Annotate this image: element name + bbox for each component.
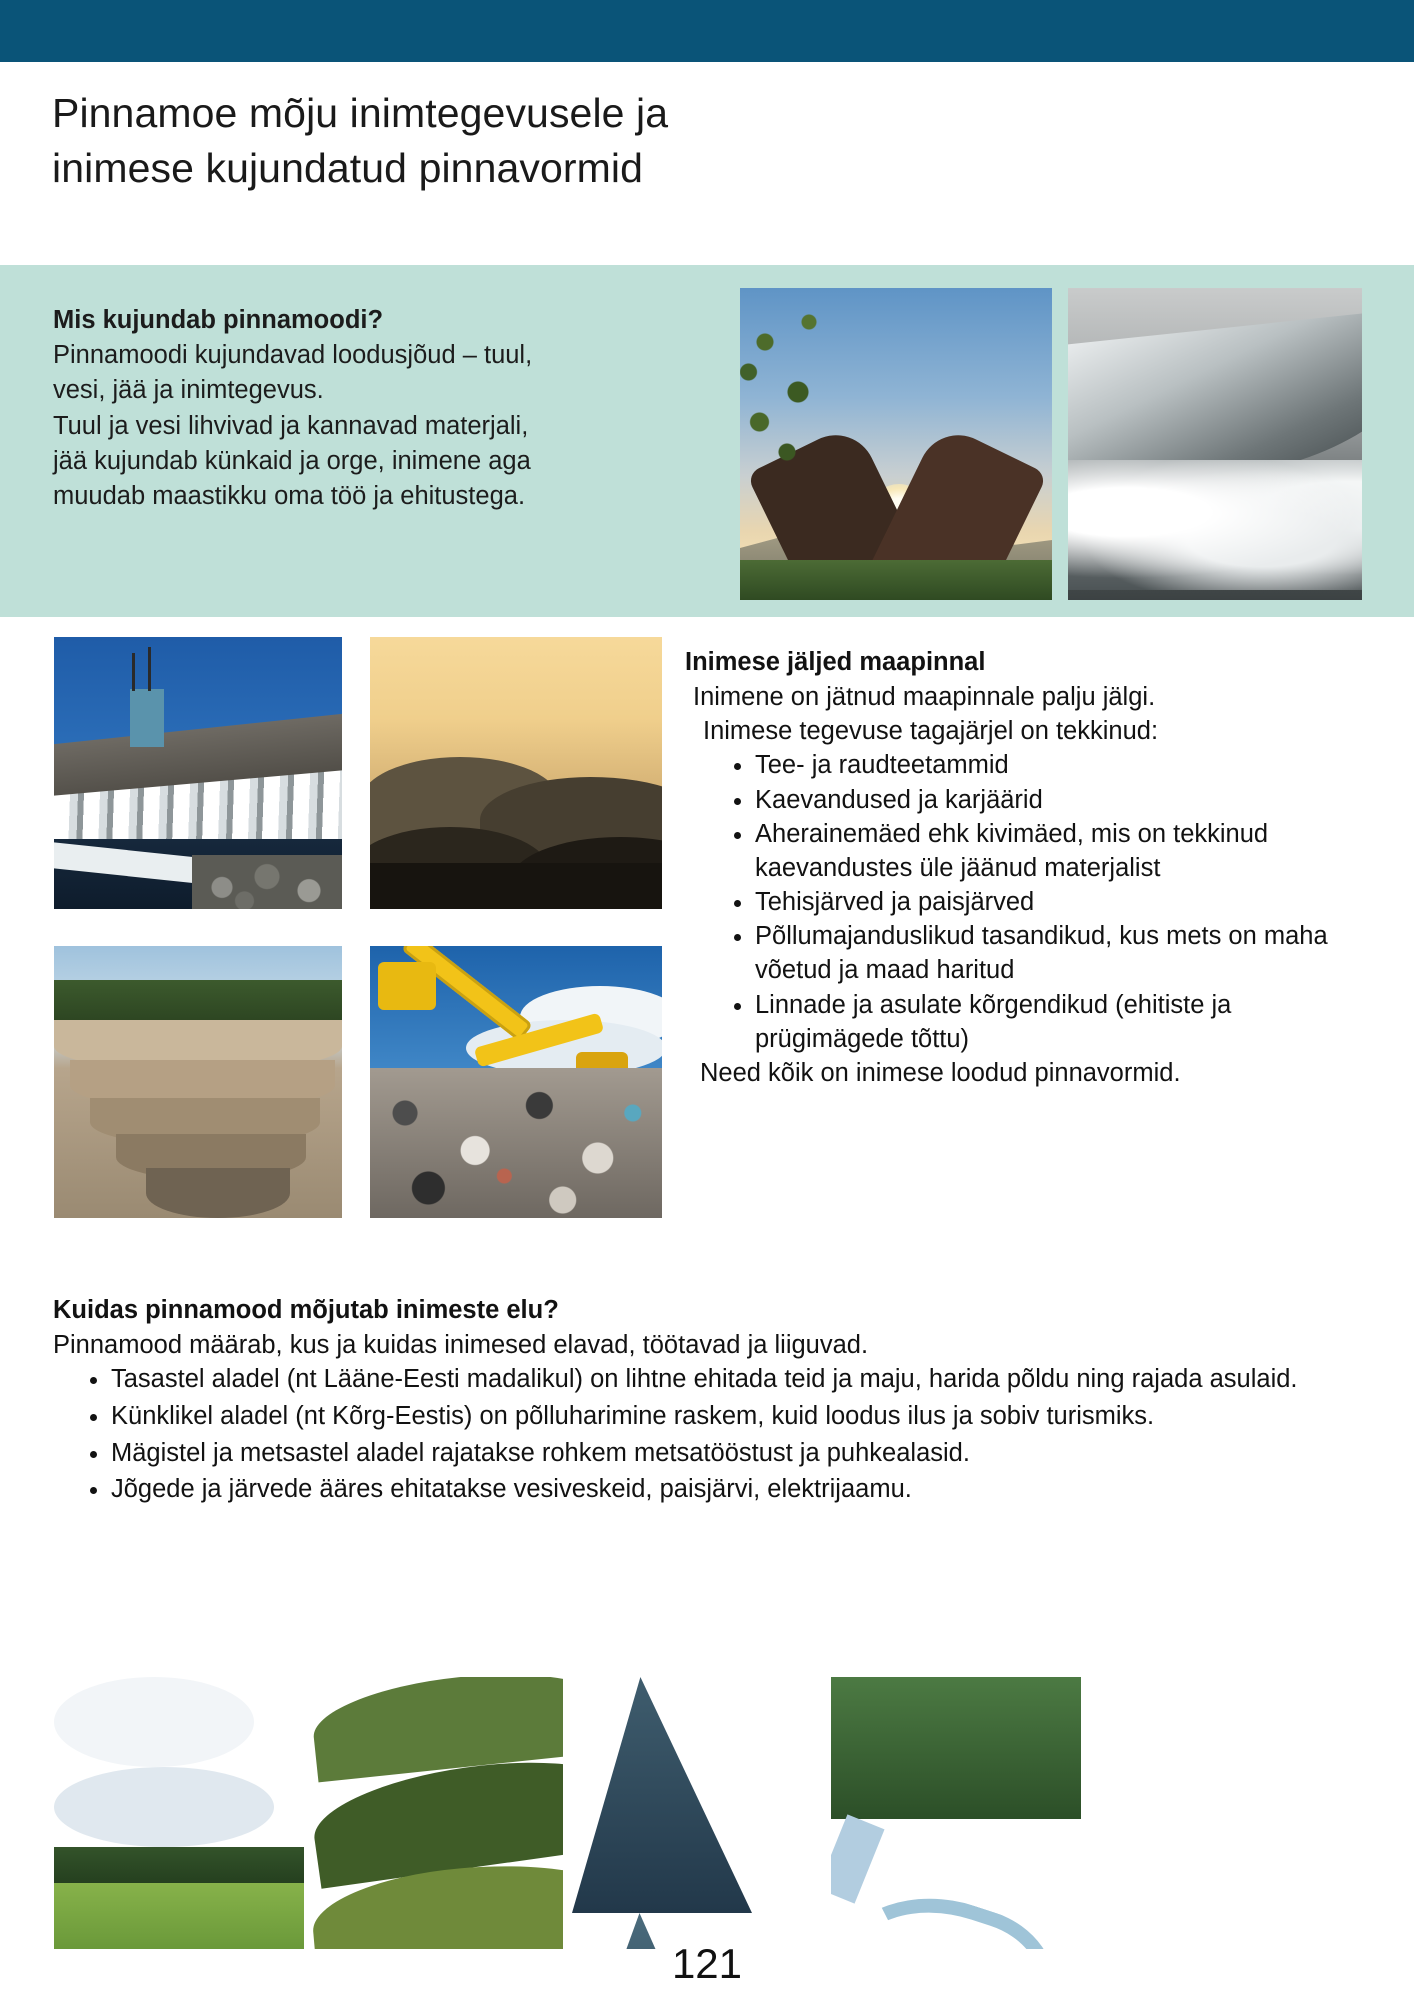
section-1-line-5: muudab maastikku oma töö ja ehitustega.	[53, 481, 526, 510]
excavator-landfill-photo	[370, 946, 662, 1218]
section-1-line-2: vesi, jää ja inimtegevus.	[53, 376, 324, 405]
list-item: • Mägistel ja metsastel aladel rajatakse rohkem metsatööstust ja puhkealasid.	[111, 1436, 1373, 1471]
hydro-dam-photo	[54, 637, 342, 909]
section-2-line-1: Inimene on jätnud maapinnale palju jälgi.	[693, 683, 1156, 712]
section-1-heading: Mis kujundab pinnamoodi?	[53, 306, 384, 334]
list-item: • Tasastel aladel (nt Lääne-Eesti madalikul) on lihtne ehitada teid ja maju, harida põldu ning rajada asulaid.	[111, 1362, 1373, 1397]
list-item: • Künklikel aladel (nt Kõrg-Eestis) on põlluharimine raskem, kuid loodus ilus ja sobiv turismiks.	[111, 1399, 1373, 1434]
page-number: 121	[671, 1940, 743, 1987]
section-2-line-2: Inimese tegevuse tagajärjel on tekkinud:	[703, 717, 1159, 746]
section-2-bullet-list	[685, 748, 1365, 1055]
list-item: • Tehisjärved ja paisjärved	[755, 885, 1365, 919]
ocean-wave-photo	[1068, 288, 1362, 600]
hands-framing-sun-photo	[740, 288, 1052, 600]
open-pit-mine-photo	[54, 946, 342, 1218]
header-bar	[0, 0, 1414, 62]
list-item: • Linnade ja asulate kõrgendikud (ehitiste ja prügimägede tõttu)	[755, 988, 1365, 1056]
section-3-heading: Kuidas pinnamood mõjutab inimeste elu?	[53, 1296, 559, 1324]
list-item: • Kaevandused ja karjäärid	[755, 783, 1365, 817]
winding-river-photo	[831, 1677, 1081, 1949]
section-2-heading: Inimese jäljed maapinnal	[685, 648, 986, 676]
page-title	[52, 86, 1052, 195]
page-title-line-2: inimese kujundatud pinnavormid	[52, 144, 644, 191]
rolling-green-hills-photo	[313, 1677, 563, 1949]
section-3-bullet-list	[53, 1362, 1373, 1507]
section-3-lead: Pinnamood määrab, kus ja kuidas inimesed elavad, töötavad ja liiguvad.	[53, 1330, 869, 1359]
section-2-closing: Need kõik on inimese loodud pinnavormid.	[700, 1058, 1181, 1087]
section-1-line-1: Pinnamoodi kujundavad loodusjõud – tuul,	[53, 341, 533, 370]
section-1-line-3: Tuul ja vesi lihvivad ja kannavad materjali,	[53, 411, 529, 440]
list-item: • Põllumajanduslikud tasandikud, kus mets on maha võetud ja maad haritud	[755, 919, 1365, 987]
meadow-clouds-photo	[54, 1677, 304, 1949]
section-2-text	[685, 645, 1365, 1090]
list-item: • Aherainemäed ehk kivimäed, mis on tekkinud kaevandustes üle jäänud materjalist	[755, 817, 1365, 885]
hazy-golden-hills-photo	[370, 637, 662, 909]
section-1-text	[53, 303, 558, 514]
section-3-text	[53, 1293, 1373, 1509]
section-1-line-4: jää kujundab künkaid ja orge, inimene aga	[53, 446, 531, 475]
page-title-line-1: Pinnamoe mõju inimtegevusele ja	[52, 90, 669, 136]
list-item: • Tee- ja raudteetammid	[755, 748, 1365, 782]
list-item: • Jõgede ja järvede ääres ehitatakse vesiveskeid, paisjärvi, elektrijaamu.	[111, 1472, 1373, 1507]
snowy-mountain-peaks-photo	[572, 1677, 822, 1949]
